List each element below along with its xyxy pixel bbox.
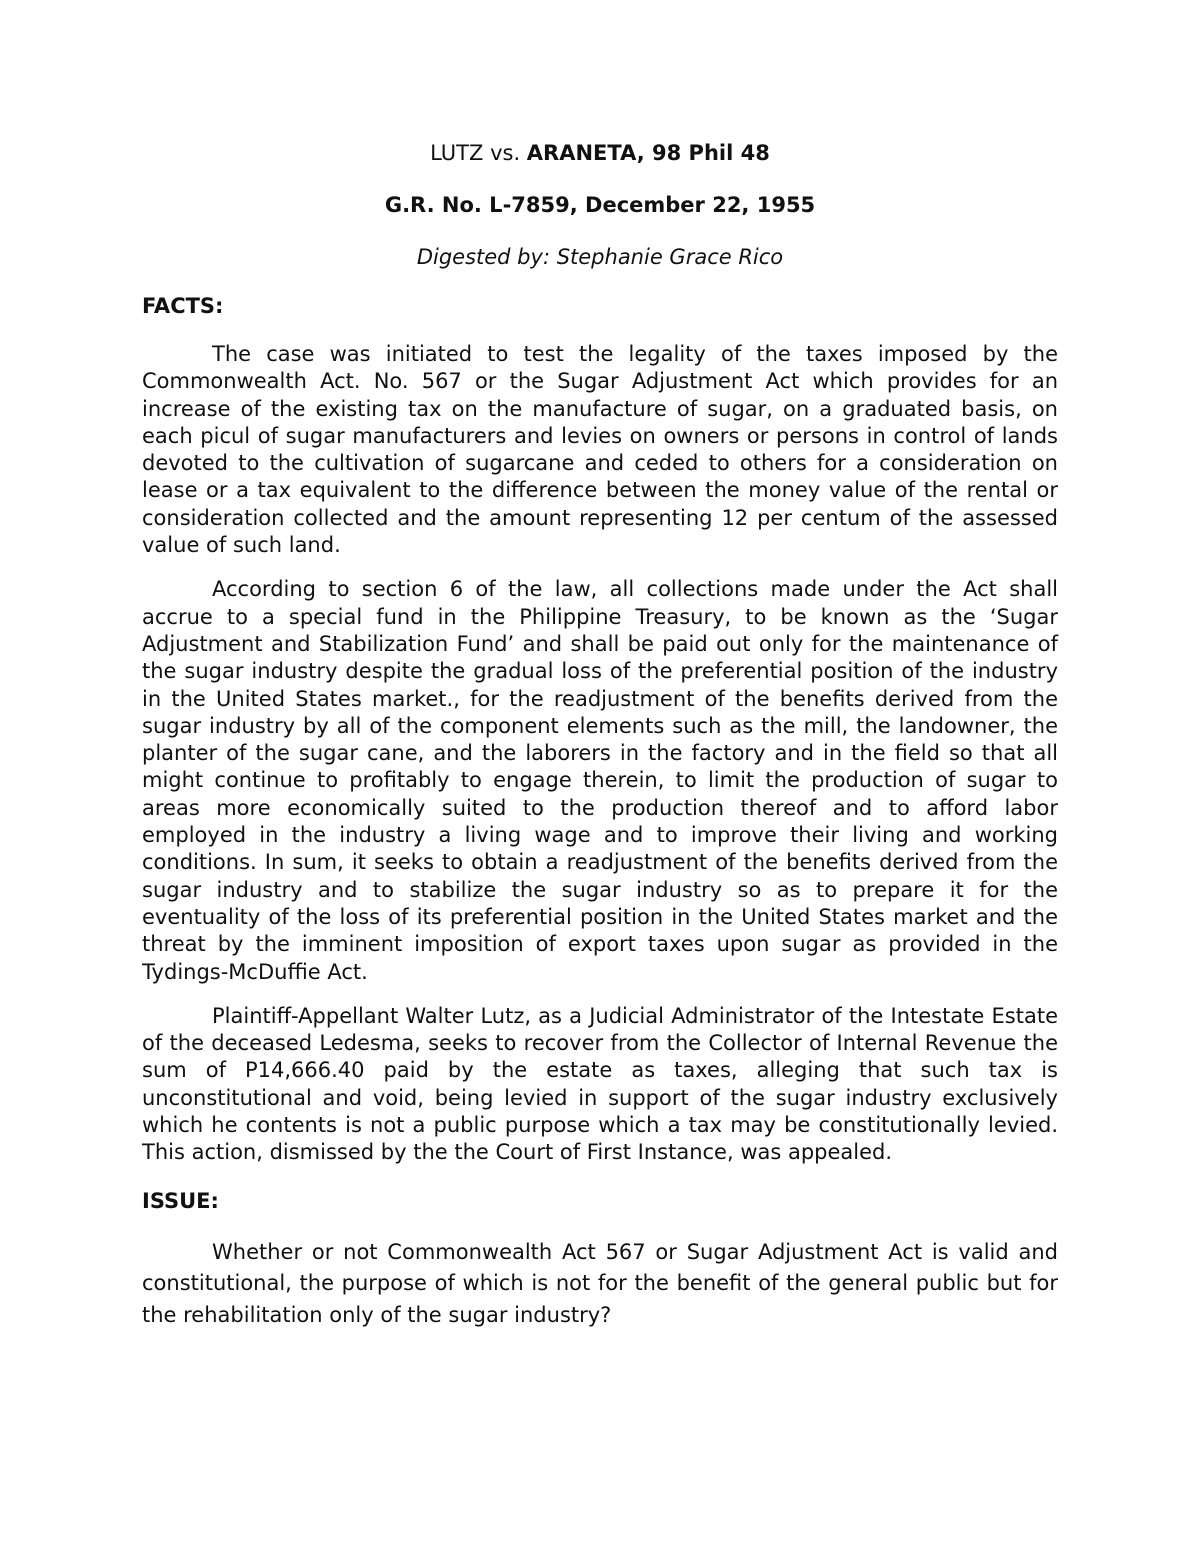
digested-by: Digested by: Stephanie Grace Rico <box>416 245 784 269</box>
facts-paragraph: Plaintiff-Appellant Walter Lutz, as a Judicial Administrator of the Intestate Estate of the deceased Ledesma, seeks to recover from the Collector of Internal Revenue the sum of P14,666.40 paid by the estate as taxes, alleging that such tax is unconstitutional and void, being levied in support of the sugar industry exclusively which he contents is not a public purpose which a tax may be constitutionally levied. This action, dismissed by the the Court of First Instance, was appealed. <box>142 1003 1058 1165</box>
case-title-plaintiff: LUTZ vs. <box>430 141 527 165</box>
case-title <box>142 138 1058 168</box>
document-page <box>142 138 1058 1331</box>
facts-paragraph: According to section 6 of the law, all collections made under the Act shall accrue to a special fund in the Philippine Treasury, to be known as the ‘Sugar Adjustment and Stabilization Fund’ and shall be paid out only for the maintenance of the sugar industry despite the gradual loss of the preferential position of the industry in the United States market., for the readjustment of the benefits derived from the sugar industry by all of the component elements such as the mill, the landowner, the planter of the sugar cane, and the laborers in the factory and in the field so that all might continue to profitably to engage therein, to limit the production of sugar to areas more economically suited to the production thereof and to afford labor employed in the industry a living wage and to improve their living and working conditions. In sum, it seeks to obtain a readjustment of the benefits derived from the sugar industry and to stabilize the sugar industry so as to prepare it for the eventuality of the loss of its preferential position in the United States market and the threat by the imminent imposition of export taxes upon sugar as provided in the Tydings-McDuffie Act. <box>142 577 1058 984</box>
gr-number: G.R. No. L-7859, December 22, 1955 <box>384 193 816 217</box>
issue-heading: ISSUE: <box>142 1188 219 1213</box>
issue-paragraph: Whether or not Commonwealth Act 567 or Sugar Adjustment Act is valid and constitutional, the purpose of which is not for the benefit of the general public but for the rehabilitation only of the sugar industry? <box>142 1239 1058 1327</box>
case-title-defendant: ARANETA, 98 Phil 48 <box>526 141 770 165</box>
facts-heading: FACTS: <box>142 294 224 318</box>
facts-paragraph: The case was initiated to test the legality of the taxes imposed by the Commonwealth Act. No. 567 or the Sugar Adjustment Act which provides for an increase of the existing tax on the manufacture of sugar, on a graduated basis, on each picul of sugar manufacturers and levies on owners or persons in control of lands devoted to the cultivation of sugarcane and ceded to others for a consideration on lease or a tax equivalent to the difference between the money value of the rental or consideration collected and the amount representing 12 per centum of the assessed value of such land. <box>142 342 1058 558</box>
